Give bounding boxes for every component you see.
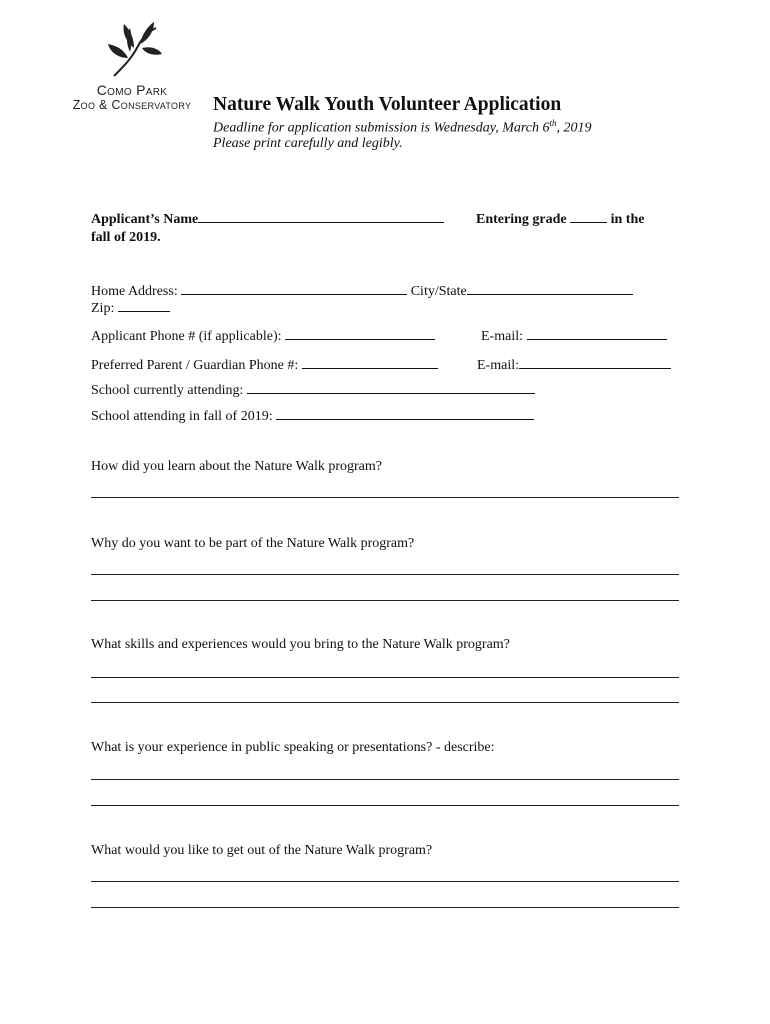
entering-grade-label: Entering grade <box>476 212 567 227</box>
email-label-2: E-mail: <box>477 358 519 373</box>
answer-line[interactable] <box>91 497 679 498</box>
home-address-field[interactable] <box>181 282 407 295</box>
answer-line[interactable] <box>91 677 679 678</box>
page-title: Nature Walk Youth Volunteer Application <box>213 94 562 115</box>
school-fall-field[interactable] <box>276 407 534 420</box>
email-field-1[interactable] <box>527 327 667 340</box>
applicant-phone-row <box>91 327 435 345</box>
address-row <box>91 282 633 300</box>
school-current-row <box>91 381 535 399</box>
deadline-prefix: Deadline for application submission is Wednesday, March 6 <box>213 120 550 136</box>
answer-line[interactable] <box>91 600 679 601</box>
email-row-2 <box>477 356 671 374</box>
applicant-name-row <box>91 210 444 228</box>
question-2: Why do you want to be part of the Nature Walk program? <box>91 536 415 551</box>
school-current-field[interactable] <box>247 381 535 394</box>
zip-field[interactable] <box>118 299 170 312</box>
deadline-suffix: , 2019 <box>556 120 592 136</box>
email-label-1: E-mail: <box>481 329 523 344</box>
email-field-2[interactable] <box>519 356 671 369</box>
deadline-sup: th <box>549 118 557 128</box>
parent-phone-field[interactable] <box>302 356 438 369</box>
answer-line[interactable] <box>91 805 679 806</box>
question-3: What skills and experiences would you bring to the Nature Walk program? <box>91 637 510 652</box>
parent-phone-label: Preferred Parent / Guardian Phone #: <box>91 358 299 373</box>
question-4: What is your experience in public speaking or presentations? - describe: <box>91 740 495 755</box>
entering-grade-field[interactable] <box>570 210 607 223</box>
home-address-label: Home Address: <box>91 284 178 299</box>
deadline-text <box>213 118 592 137</box>
city-state-field[interactable] <box>467 282 633 295</box>
logo-line-2: Zoo & Conservatory <box>72 98 192 112</box>
entering-grade-row <box>476 210 644 228</box>
question-1: How did you learn about the Nature Walk program? <box>91 459 382 474</box>
zoo-logo <box>52 18 212 123</box>
school-fall-label: School attending in fall of 2019: <box>91 409 273 424</box>
grade-suffix: in the <box>610 212 645 227</box>
answer-line[interactable] <box>91 779 679 780</box>
zip-row <box>91 299 170 317</box>
question-5: What would you like to get out of the Nature Walk program? <box>91 843 433 858</box>
applicant-phone-label: Applicant Phone # (if applicable): <box>91 329 282 344</box>
parent-phone-row <box>91 356 438 374</box>
applicant-name-field[interactable] <box>198 210 444 223</box>
applicant-name-label: Applicant’s Name <box>91 212 199 227</box>
school-current-label: School currently attending: <box>91 383 244 398</box>
instruction-text: Please print carefully and legibly. <box>213 136 403 151</box>
fall-text: fall of 2019. <box>91 230 161 245</box>
answer-line[interactable] <box>91 574 679 575</box>
logo-line-1: Como Park <box>96 82 168 98</box>
school-fall-row <box>91 407 534 425</box>
city-state-label: City/State <box>410 284 467 299</box>
answer-line[interactable] <box>91 702 679 703</box>
leaf-icon <box>104 18 164 80</box>
applicant-phone-field[interactable] <box>285 327 435 340</box>
answer-line[interactable] <box>91 907 679 908</box>
answer-line[interactable] <box>91 881 679 882</box>
zip-label: Zip: <box>91 301 115 316</box>
email-row-1 <box>481 327 667 345</box>
